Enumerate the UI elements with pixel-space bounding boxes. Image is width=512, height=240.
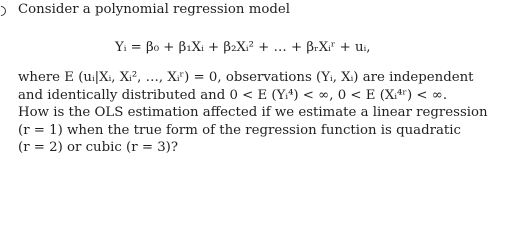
paragraph-line-3: How is the OLS estimation affected if we estimate a linear regression [18,105,488,120]
paragraph-line-2: and identically distributed and 0 < E (Yᵢ⁴) < ∞, 0 < E (Xᵢ⁴ʳ) < ∞. [18,87,448,103]
assumptions-paragraph [18,69,500,157]
paragraph-line-5: (r = 2) or cubic (r = 3)? [18,140,178,155]
paragraph-line-1: where E (uᵢ|Xᵢ, Xᵢ², …, Xᵢʳ) = 0, observations (Yᵢ, Xᵢ) are independent [18,70,474,85]
bullet-marker [0,4,8,18]
regression-equation: Yᵢ = β₀ + β₁Xᵢ + β₂Xᵢ² + … + βᵣXᵢʳ + uᵢ, [115,40,371,55]
paragraph-line-4: (r = 1) when the true form of the regression function is quadratic [18,122,461,138]
intro-text: Consider a polynomial regression model [18,2,290,17]
